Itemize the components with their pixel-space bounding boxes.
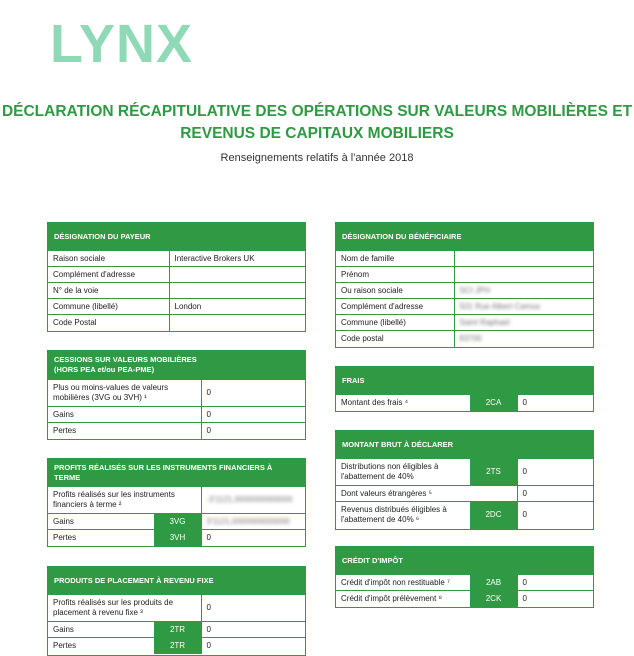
table-row xyxy=(336,251,593,267)
row-value: 0 xyxy=(517,486,593,502)
row-value xyxy=(454,331,593,347)
produits-section xyxy=(47,566,306,656)
row-label: Montant des frais ⁴ xyxy=(336,395,470,411)
row-value xyxy=(169,315,305,331)
table-row xyxy=(48,530,305,546)
frais-header: FRAIS xyxy=(336,367,593,394)
row-label: Code postal xyxy=(336,331,454,347)
title-line-2: REVENUS DE CAPITAUX MOBILIERS xyxy=(180,125,454,142)
beneficiaire-section xyxy=(335,222,594,348)
cessions-header xyxy=(48,351,305,379)
blurred-value: 3'1121,0000000000000 xyxy=(206,516,290,526)
box-code: 2TR xyxy=(154,622,201,638)
row-label: Raison sociale xyxy=(48,251,169,267)
payeur-table xyxy=(48,250,305,331)
table-row xyxy=(48,315,305,331)
table-row xyxy=(336,283,593,299)
blurred-value: -3'1121,0000000000000 xyxy=(206,495,293,504)
cessions-header-line-1: CESSIONS SUR VALEURS MOBILIÈRES xyxy=(54,355,197,364)
row-label: Profits réalisés sur les produits de placement à revenu fixe ³ xyxy=(48,595,201,622)
table-row xyxy=(48,423,305,439)
table-row xyxy=(48,299,305,315)
row-label: Nom de famille xyxy=(336,251,454,267)
row-label: Pertes xyxy=(48,530,154,546)
page-subtitle: Renseignements relatifs à l'année 2018 xyxy=(220,152,414,164)
row-value: 0 xyxy=(517,395,593,411)
table-row xyxy=(48,638,305,654)
row-label: Code Postal xyxy=(48,315,169,331)
row-label: Profits réalisés sur les instruments financiers à terme ² xyxy=(48,487,201,514)
row-label: Ou raison sociale xyxy=(336,283,454,299)
table-row xyxy=(336,331,593,347)
row-label: Pertes xyxy=(48,638,154,654)
table-row xyxy=(48,283,305,299)
frais-section xyxy=(335,366,594,412)
row-value xyxy=(454,251,593,267)
table-row xyxy=(336,591,593,607)
table-row xyxy=(336,395,593,411)
row-value: 0 xyxy=(201,595,305,622)
table-row xyxy=(48,407,305,423)
table-row xyxy=(48,487,305,514)
box-code: 2TS xyxy=(470,459,517,486)
row-value: 0 xyxy=(201,638,305,654)
row-value xyxy=(454,283,593,299)
row-label: Plus ou moins-values de valeurs mobilières (3VG ou 3VH) ¹ xyxy=(48,380,201,407)
table-row xyxy=(336,459,593,486)
frais-table xyxy=(336,394,593,411)
cessions-section xyxy=(47,350,306,440)
box-code: 2AB xyxy=(470,575,517,591)
row-label: Commune (libellé) xyxy=(336,315,454,331)
table-row xyxy=(48,622,305,638)
row-label: Gains xyxy=(48,514,154,530)
row-value xyxy=(454,315,593,331)
table-row xyxy=(336,299,593,315)
row-label: Complément d'adresse xyxy=(48,267,169,283)
cessions-table xyxy=(48,379,305,439)
row-label: Revenus distribués éligibles à l'abattement de 40% ⁶ xyxy=(336,502,470,529)
row-value: 0 xyxy=(517,575,593,591)
montant-table xyxy=(336,458,593,529)
box-code: 3VH xyxy=(154,530,201,546)
row-value xyxy=(201,514,305,530)
blurred-value: 501 Rue Albert Camus xyxy=(459,301,540,311)
box-code: 2DC xyxy=(470,502,517,529)
row-label: Gains xyxy=(48,622,154,638)
table-row xyxy=(48,595,305,622)
row-label: Prénom xyxy=(336,267,454,283)
table-row xyxy=(336,575,593,591)
row-label: Crédit d'impôt non restituable ⁷ xyxy=(336,575,470,591)
montant-header: MONTANT BRUT À DÉCLARER xyxy=(336,431,593,458)
row-label: Pertes xyxy=(48,423,201,439)
blurred-value: Saint Raphael xyxy=(459,317,510,327)
row-value: 0 xyxy=(201,380,305,407)
credit-table xyxy=(336,574,593,607)
row-value xyxy=(169,283,305,299)
row-label: Distributions non éligibles à l'abattement de 40% xyxy=(336,459,470,486)
row-label: Dont valeurs étrangères ⁵ xyxy=(336,486,470,502)
row-value: 0 xyxy=(201,530,305,546)
row-value: 0 xyxy=(201,407,305,423)
row-value xyxy=(454,299,593,315)
row-value xyxy=(201,487,305,514)
payeur-header: DÉSIGNATION DU PAYEUR xyxy=(48,223,305,250)
table-row xyxy=(48,380,305,407)
box-code: 2CK xyxy=(470,591,517,607)
table-row xyxy=(336,502,593,529)
row-label: N° de la voie xyxy=(48,283,169,299)
box-code: 3VG xyxy=(154,514,201,530)
page-title xyxy=(0,101,634,145)
beneficiaire-table xyxy=(336,250,593,347)
box-code: 2TR xyxy=(154,638,201,654)
row-value: London xyxy=(169,299,305,315)
montant-section xyxy=(335,430,594,530)
row-label: Crédit d'impôt prélèvement ⁸ xyxy=(336,591,470,607)
row-label: Gains xyxy=(48,407,201,423)
credit-section xyxy=(335,546,594,608)
beneficiaire-header: DÉSIGNATION DU BÉNÉFICIAIRE xyxy=(336,223,593,250)
table-row xyxy=(336,486,593,502)
blurred-value: SCI JPH xyxy=(459,285,491,295)
row-value xyxy=(454,267,593,283)
table-row xyxy=(48,514,305,530)
table-row xyxy=(48,267,305,283)
row-value xyxy=(169,267,305,283)
produits-table xyxy=(48,594,305,654)
table-row xyxy=(48,251,305,267)
produits-header: PRODUITS DE PLACEMENT À REVENU FIXE xyxy=(48,567,305,594)
box-code: 2CA xyxy=(470,395,517,411)
row-label: Commune (libellé) xyxy=(48,299,169,315)
title-line-1: DÉCLARATION RÉCAPITULATIVE DES OPÉRATIONS SUR VALEURS MOBILIÈRES ET xyxy=(1,103,633,120)
box-code-empty xyxy=(470,486,517,502)
row-value: 0 xyxy=(517,502,593,529)
payeur-section xyxy=(47,222,306,332)
table-row xyxy=(336,267,593,283)
lynx-logo: LYNX xyxy=(50,14,194,74)
row-value: 0 xyxy=(201,423,305,439)
row-label: Complément d'adresse xyxy=(336,299,454,315)
blurred-value: 83700 xyxy=(459,333,482,343)
cessions-header-line-2: (HORS PEA et/ou PEA-PME) xyxy=(54,365,155,374)
profits-table xyxy=(48,486,305,546)
row-value: Interactive Brokers UK xyxy=(169,251,305,267)
profits-header: PROFITS RÉALISÉS SUR LES INSTRUMENTS FINANCIERS À TERME xyxy=(48,459,305,486)
profits-section xyxy=(47,458,306,547)
row-value: 0 xyxy=(201,622,305,638)
row-value: 0 xyxy=(517,459,593,486)
credit-header: CRÉDIT D'IMPÔT xyxy=(336,547,593,574)
table-row xyxy=(336,315,593,331)
row-value: 0 xyxy=(517,591,593,607)
